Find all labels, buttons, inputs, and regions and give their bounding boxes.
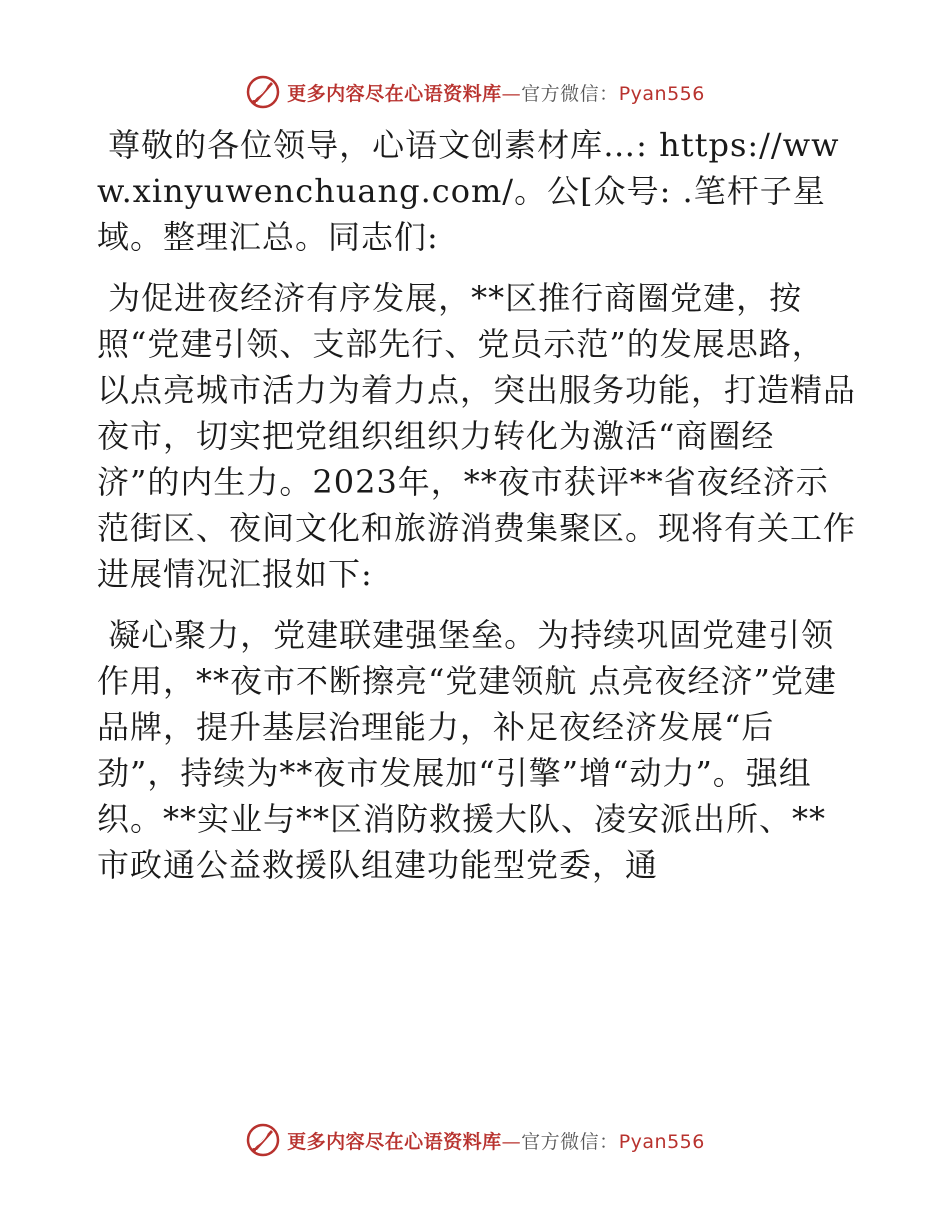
footer-watermark (0, 1120, 950, 1160)
watermark-text (287, 1127, 705, 1154)
quill-pen-logo-icon (245, 1122, 281, 1158)
watermark-text (287, 79, 705, 106)
paragraph-greeting: 尊敬的各位领导，心语文创素材库…: https://www.xinyuwenchuang.com/。公[众号: .笔杆子星域。整理汇总。同志们: (97, 126, 840, 256)
quill-pen-logo-icon (245, 74, 281, 110)
watermark-brand: 更多内容尽在心语资料库 (287, 1130, 502, 1153)
document-body (97, 122, 857, 888)
watermark-wechat-id: Pyan556 (618, 1130, 705, 1153)
watermark-separator: — (501, 82, 522, 105)
paragraph-intro: 为促进夜经济有序发展，**区推行商圈党建，按照“党建引领、支部先行、党员示范”的发展思路，以点亮城市活力为着力点，突出服务功能，打造精品夜市，切实把党组织组织力转化为激活“商圈经济”的内生力。2023年，**夜市获评**省夜经济示范街区、夜间文化和旅游消费集聚区。现将有关工作进展情况汇报如下: (97, 279, 857, 593)
watermark-official-label: 官方微信： (521, 1130, 619, 1153)
watermark-brand: 更多内容尽在心语资料库 (287, 82, 502, 105)
watermark-separator: — (501, 1130, 522, 1153)
watermark-official-label: 官方微信： (521, 82, 619, 105)
paragraph-section-one: 凝心聚力，党建联建强堡垒。为持续巩固党建引领作用，**夜市不断擦亮“党建领航 点亮夜经济”党建品牌，提升基层治理能力，补足夜经济发展“后劲”，持续为**夜市发展加“引擎”增“动力”。强组织。**实业与**区消防救援大队、凌安派出所、**市政通公益救援队组建功能型党委，通 (97, 616, 837, 884)
header-watermark (0, 72, 950, 112)
watermark-wechat-id: Pyan556 (618, 82, 705, 105)
